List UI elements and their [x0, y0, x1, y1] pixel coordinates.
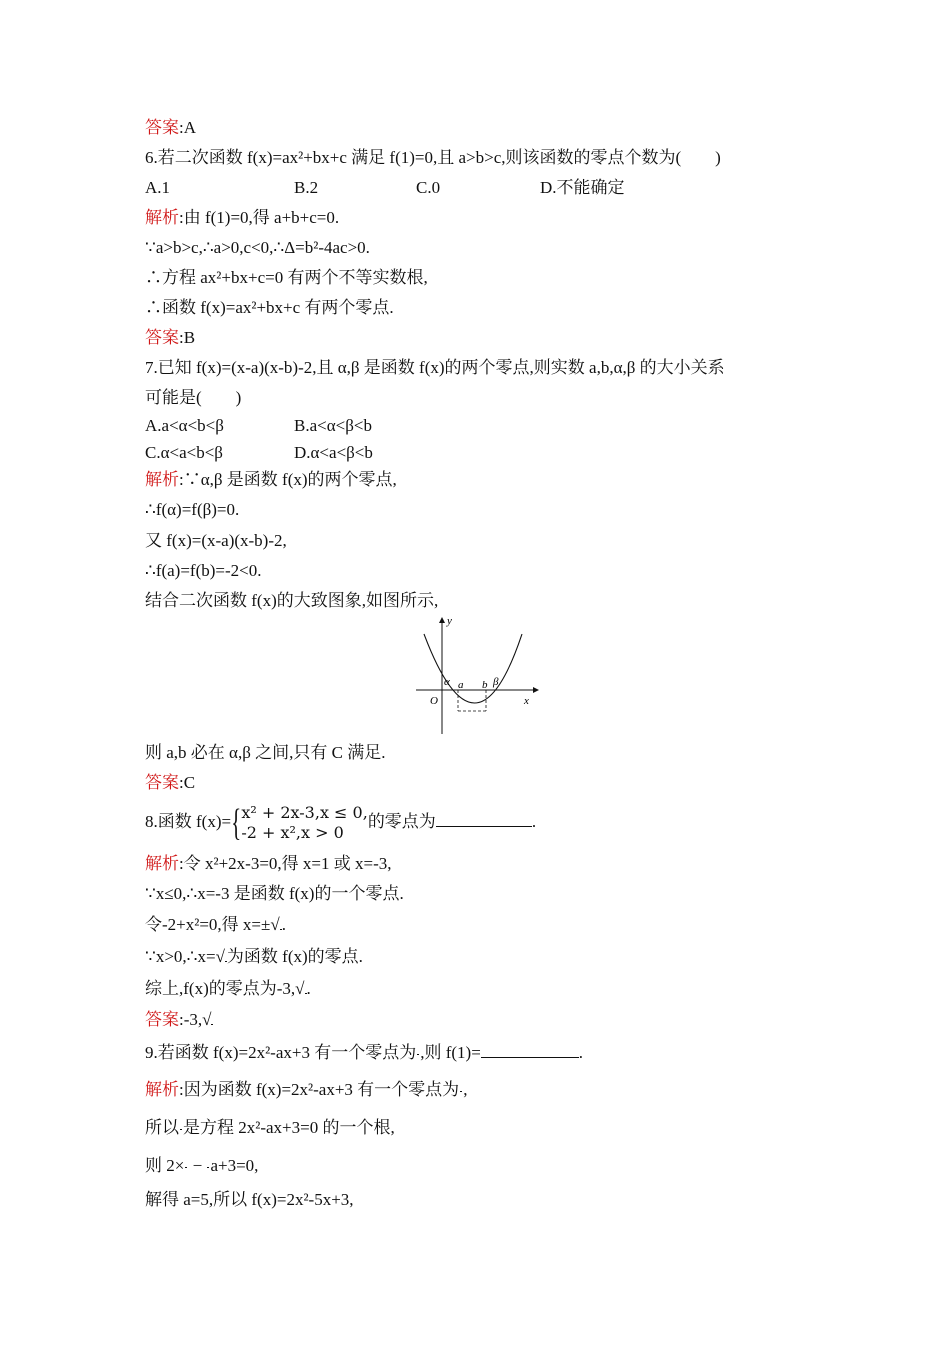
fraction-3-2 — [180, 1129, 182, 1130]
q7-option-a: A.a<α<b<β — [145, 416, 224, 435]
origin-label: O — [430, 695, 438, 707]
numerator — [417, 1054, 419, 1055]
sqrt-sign: √ — [270, 915, 280, 934]
x-label: x — [524, 695, 529, 707]
solution-text: :由 f(1)=0,得 a+b+c=0. — [179, 208, 340, 227]
answer-line-5 — [145, 116, 196, 140]
sqrt-sign: √ — [295, 979, 305, 998]
q6-solution-line-2: ∵a>b>c,∴a>0,c<0,∴Δ=b²-4ac>0. — [145, 238, 370, 257]
q7-solution-line-4: ∴f(a)=f(b)=-2<0. — [145, 561, 262, 580]
sqrt-sign: √ — [215, 947, 225, 966]
solution-text: :令 x²+2x-3=0,得 x=1 或 x=-3, — [179, 854, 392, 873]
answer-line-6 — [145, 326, 195, 350]
q8-prefix: 8.函数 f(x)= — [145, 812, 232, 831]
q6-option-a: A.1 — [145, 178, 171, 197]
text: a+3=0, — [210, 1156, 259, 1175]
text: − — [188, 1156, 207, 1175]
fraction-3-2 — [417, 1054, 419, 1055]
q7-option-d: D.α<a<β<b — [294, 443, 373, 462]
q6-solution-line-4: ∴函数 f(x)=ax²+bx+c 有两个零点. — [145, 298, 394, 317]
numerator — [460, 1091, 462, 1092]
solution-label: 解析 — [145, 854, 179, 873]
solution-label: 解析 — [145, 208, 179, 227]
text: 9.若函数 f(x)=2x²-ax+3 有一个零点为 — [145, 1043, 417, 1062]
q6-solution-line-3: ∴方程 ax²+bx+c=0 有两个不等实数根, — [145, 268, 428, 287]
answer-text: :A — [179, 118, 196, 137]
text: 为函数 f(x)的零点. — [226, 947, 363, 966]
question-9: 9.若函数 f(x)=2x²-ax+3 有一个零点为 ,则 f(1)= . — [145, 1043, 584, 1062]
q8-suffix: 的零点为 — [367, 812, 436, 831]
q9-solution-line-4: 解得 a=5,所以 f(x)=2x²-5x+3, — [145, 1190, 354, 1209]
sqrt-sign: √ — [202, 1010, 212, 1029]
solution-label: 解析 — [145, 470, 179, 489]
fraction-3-2 — [460, 1091, 462, 1092]
text: 综上,f(x)的零点为-3, — [145, 979, 296, 998]
q7-solution-line-3: 又 f(x)=(x-a)(x-b)-2, — [145, 531, 287, 550]
alpha-label: α — [444, 676, 450, 688]
q6-option-d: D.不能确定 — [540, 178, 625, 197]
sqrt-radicand — [211, 1024, 213, 1025]
answer-label: 答案 — [145, 118, 179, 137]
a-label: a — [458, 679, 464, 691]
b-label: b — [482, 679, 488, 691]
text: :因为函数 f(x)=2x²-ax+3 有一个零点为 — [179, 1080, 460, 1099]
question-7-line-1: 7.已知 f(x)=(x-a)(x-b)-2,且 α,β 是函数 f(x)的两个零点,则实数 a,b,α,β 的大小关系 — [145, 358, 725, 377]
parabola-curve — [424, 634, 522, 703]
text: 则 2× — [145, 1156, 185, 1175]
parabola-graph — [408, 612, 546, 738]
q7-solution-line-2: ∴f(α)=f(β)=0. — [145, 500, 240, 519]
text: 是方程 2x²-ax+3=0 的一个根, — [183, 1118, 395, 1137]
text: ,则 f(1)= — [420, 1043, 481, 1062]
answer-label: 答案 — [145, 328, 179, 347]
answer-line-7 — [145, 771, 195, 795]
case-1: x² + 2x-3,x ≤ 0, — [241, 803, 368, 823]
answer-label: 答案 — [145, 1010, 179, 1029]
text: ∵x>0,∴x= — [145, 947, 216, 966]
answer-blank[interactable] — [481, 1043, 579, 1058]
q9-solution-line-2 — [145, 1116, 395, 1140]
solution-text: :∵α,β 是函数 f(x)的两个零点, — [179, 470, 397, 489]
case-2: -2 + x²,x > 0 — [241, 823, 344, 843]
answer-text: :-3, — [179, 1010, 203, 1029]
q8-solution-line-5: 综上,f(x)的零点为-3,√ . — [145, 979, 311, 998]
question-8: 8.函数 f(x)={ x² + 2x-3,x ≤ 0, -2 + x²,x > 0 的零点为 . — [145, 802, 537, 845]
answer-label: 答案 — [145, 773, 179, 792]
y-label: y — [447, 615, 452, 627]
q7-option-b: B.a<α<β<b — [294, 416, 372, 435]
q6-option-b: B.2 — [294, 178, 319, 197]
q8-solution-line-2: ∵x≤0,∴x=-3 是函数 f(x)的一个零点. — [145, 884, 404, 903]
q9-solution-line-1: 解析:因为函数 f(x)=2x²-ax+3 有一个零点为 , — [145, 1080, 468, 1099]
answer-text: :C — [179, 773, 196, 792]
q6-solution-line-1 — [145, 206, 339, 230]
text: 令-2+x²=0,得 x=± — [145, 915, 271, 934]
question-7-line-2: 可能是( ) — [145, 388, 242, 407]
q7-solution-line-1 — [145, 468, 397, 492]
q7-solution-line-5: 结合二次函数 f(x)的大致图象,如图所示, — [145, 591, 439, 610]
answer-text: :B — [179, 328, 196, 347]
numerator — [180, 1129, 182, 1130]
q7-option-c: C.α<a<b<β — [145, 443, 223, 462]
q6-option-c: C.0 — [416, 178, 441, 197]
brace-glyph: { — [231, 802, 242, 845]
beta-label: β — [493, 676, 499, 688]
solution-label: 解析 — [145, 1080, 179, 1099]
q8-solution-line-3: 令-2+x²=0,得 x=±√ . — [145, 915, 286, 934]
answer-line-8 — [145, 1008, 213, 1032]
q8-solution-line-4 — [145, 945, 363, 969]
q7-solution-line-6: 则 a,b 必在 α,β 之间,只有 C 满足. — [145, 743, 386, 762]
answer-blank[interactable] — [436, 812, 532, 827]
q8-solution-line-1 — [145, 852, 392, 876]
q9-solution-line-3 — [145, 1154, 258, 1178]
text: 所以 — [145, 1118, 179, 1137]
piecewise-cases — [241, 803, 367, 843]
question-6: 6.若二次函数 f(x)=ax²+bx+c 满足 f(1)=0,且 a>b>c,则该函数的零点个数为( ) — [145, 148, 721, 167]
